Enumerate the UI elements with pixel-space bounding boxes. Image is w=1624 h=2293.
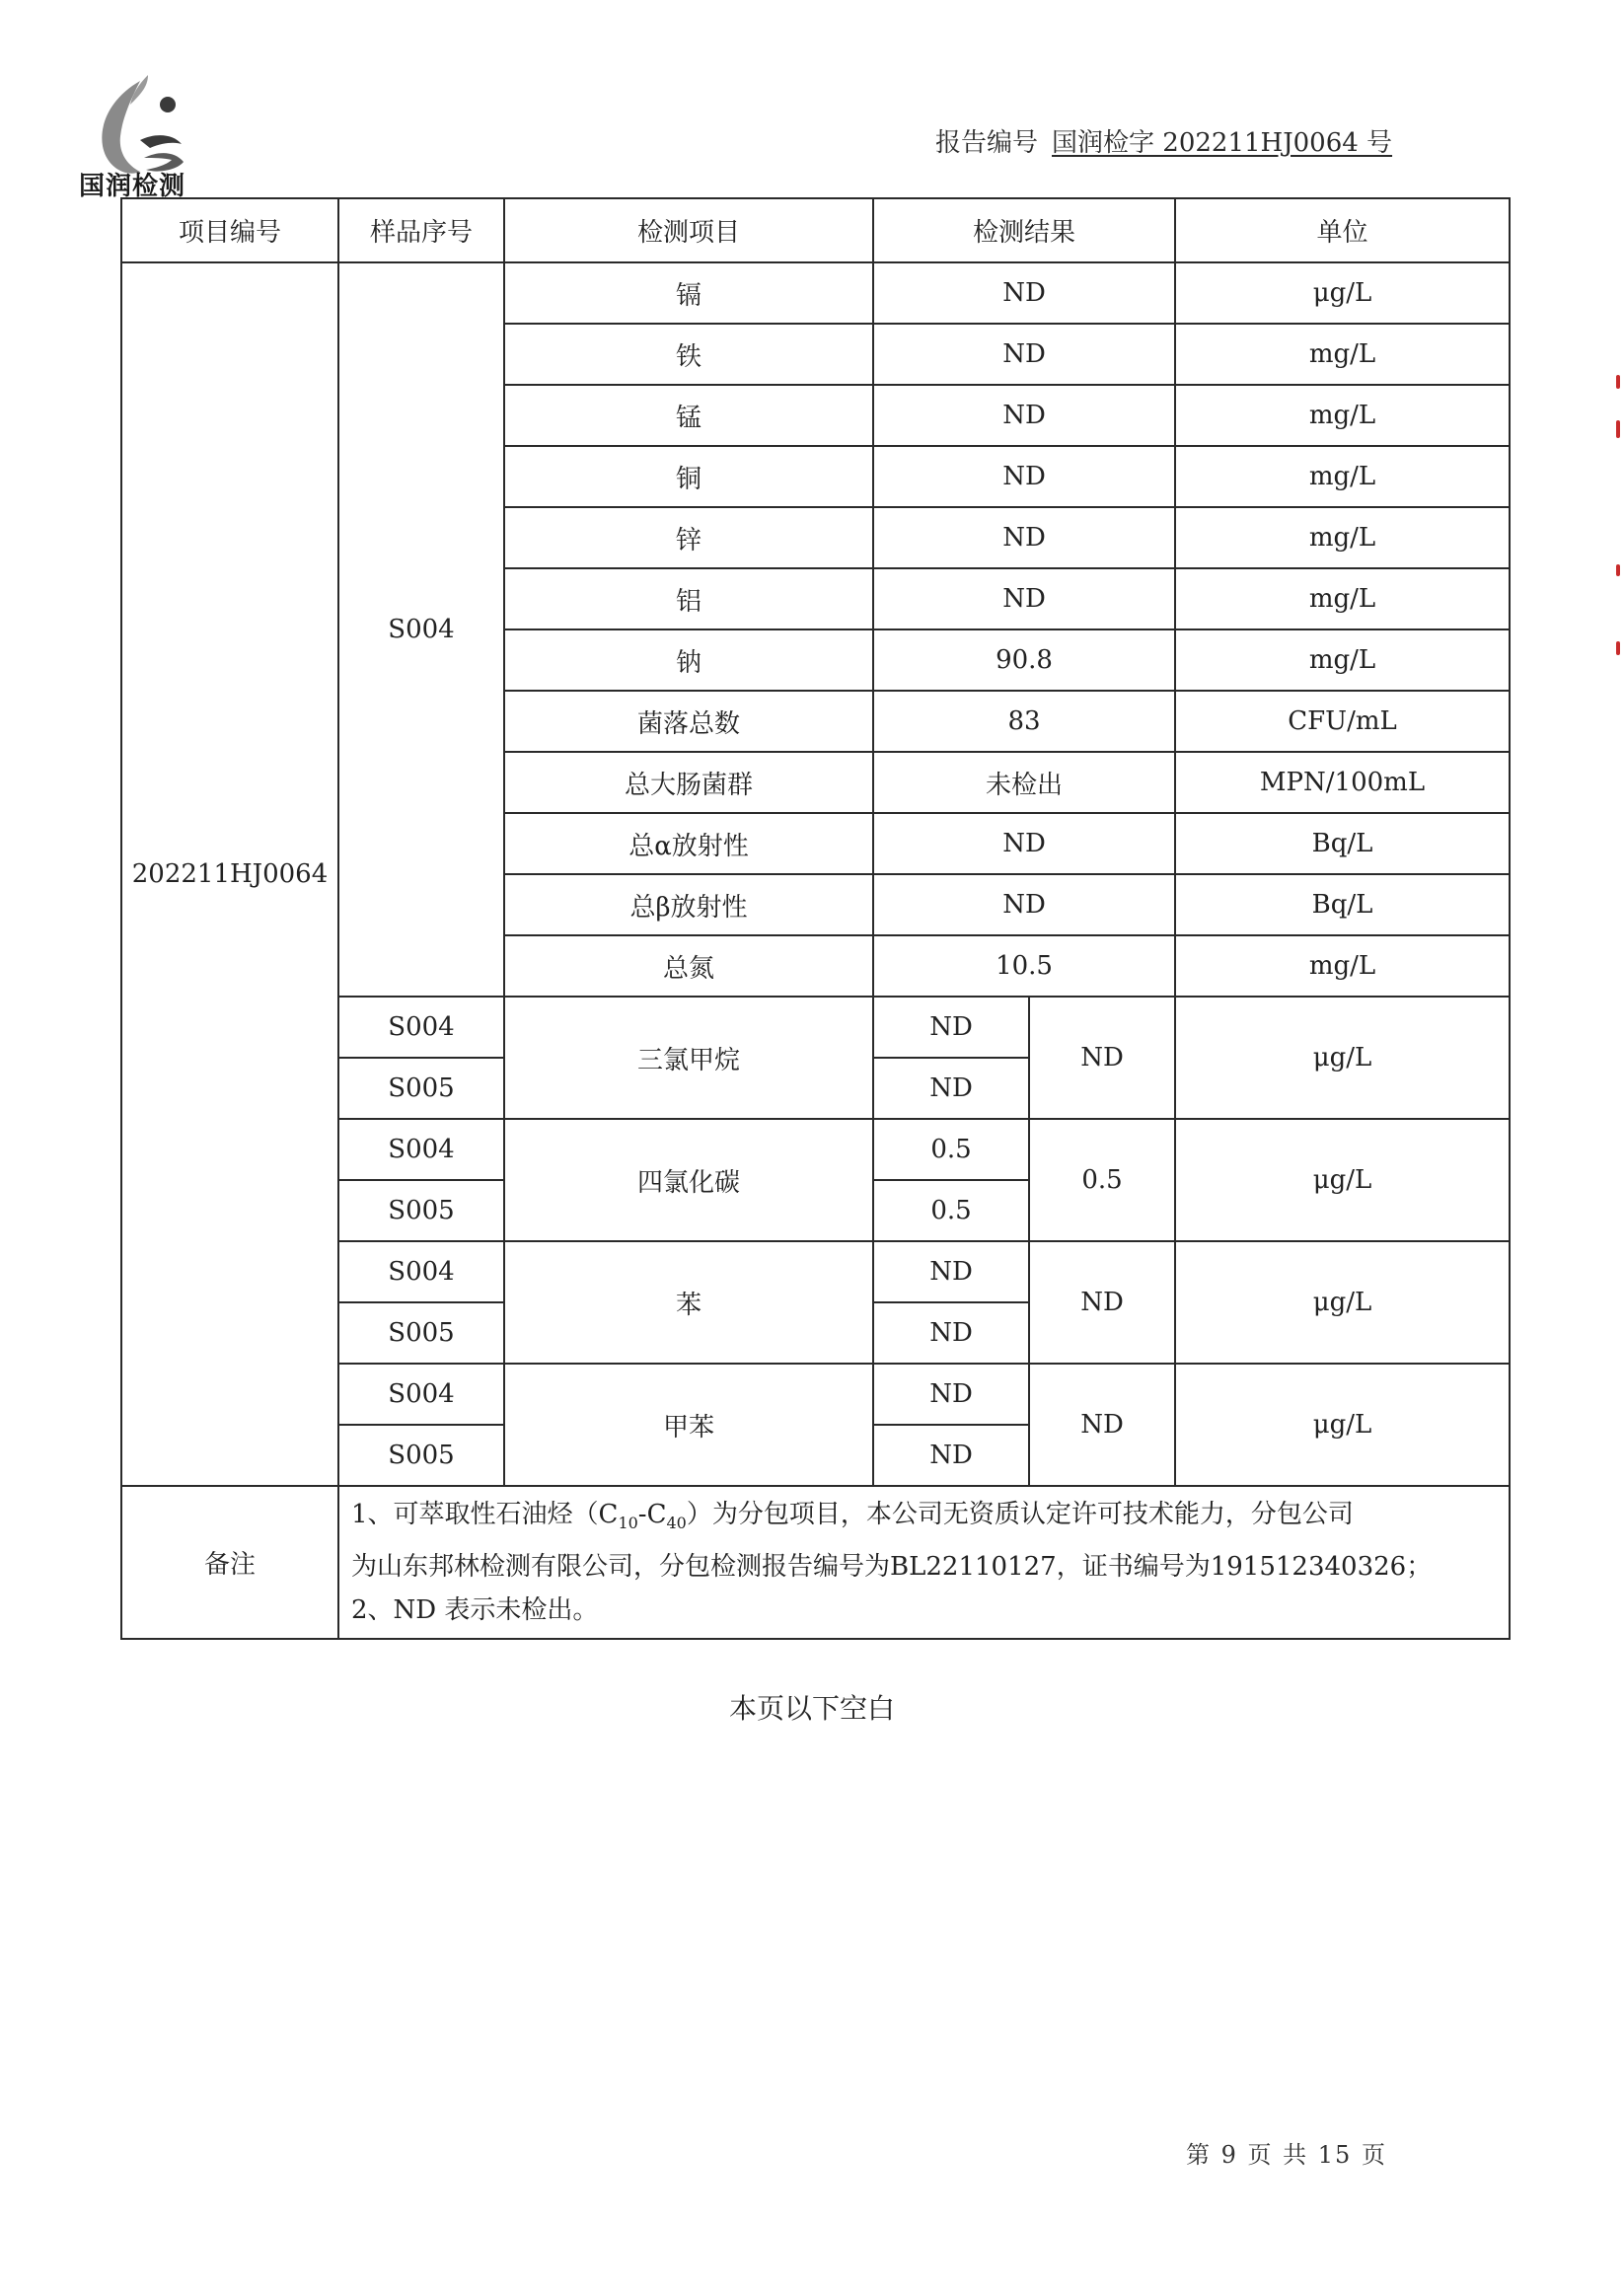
result-cell: 83	[873, 691, 1175, 752]
column-header-result: 检测结果	[873, 198, 1175, 262]
notes-row	[121, 1486, 1510, 1639]
test-item-cell: 甲苯	[504, 1364, 873, 1486]
unit-cell: CFU/mL	[1175, 691, 1510, 752]
result-cell: 10.5	[873, 935, 1175, 997]
unit-cell: mg/L	[1175, 507, 1510, 568]
result-cell: ND	[873, 446, 1175, 507]
page-number: 第 9 页 共 15 页	[1186, 2141, 1387, 2169]
result-cell: ND	[873, 507, 1175, 568]
test-item-cell: 钠	[504, 629, 873, 691]
report-number-label: 报告编号	[935, 128, 1039, 158]
combined-result-cell: ND	[1029, 1364, 1175, 1486]
sample-no-cell: S004	[338, 997, 504, 1058]
notes-line-2: 为山东邦林检测有限公司，分包检测报告编号为BL22110127，证书编号为191512340326；	[351, 1552, 1433, 1583]
result-cell: ND	[873, 1302, 1029, 1364]
unit-cell: μg/L	[1175, 262, 1510, 324]
unit-cell: mg/L	[1175, 629, 1510, 691]
sample-no-cell: S004	[338, 262, 504, 997]
sample-no-cell: S004	[338, 1241, 504, 1302]
unit-cell: mg/L	[1175, 935, 1510, 997]
project-id-cell: 202211HJ0064	[121, 262, 338, 1486]
test-item-cell: 总β放射性	[504, 874, 873, 935]
notes-line-1: 1、可萃取性石油烃$(C_{10}-C_{40})$为分包项目，本公司无资质认定许可技术能力，分包公司	[351, 1500, 1354, 1533]
blank-below-note: 本页以下空白	[728, 1692, 895, 1725]
sample-no-cell: S004	[338, 1364, 504, 1425]
result-cell: ND	[873, 1364, 1029, 1425]
combined-result-cell: 0.5	[1029, 1119, 1175, 1241]
report-number-value: 国润检字 202211HJ0064 号	[1052, 128, 1393, 158]
seal-edge-mark	[1616, 420, 1620, 438]
seal-edge-mark	[1616, 375, 1620, 389]
logo-text: 国润检测	[79, 172, 186, 201]
result-cell: ND	[873, 813, 1175, 874]
column-header-test-item: 检测项目	[504, 198, 873, 262]
column-header-sample-no: 样品序号	[338, 198, 504, 262]
result-cell: 未检出	[873, 752, 1175, 813]
test-item-cell: 铜	[504, 446, 873, 507]
result-cell: ND	[873, 997, 1029, 1058]
unit-cell: Bq/L	[1175, 874, 1510, 935]
sample-no-cell: S005	[338, 1302, 504, 1364]
test-item-cell: 总大肠菌群	[504, 752, 873, 813]
result-cell: 0.5	[873, 1180, 1029, 1241]
unit-cell: μg/L	[1175, 1241, 1510, 1364]
test-item-cell: 锰	[504, 385, 873, 446]
unit-cell: μg/L	[1175, 1119, 1510, 1241]
sample-no-cell: S004	[338, 1119, 504, 1180]
test-item-cell: 苯	[504, 1241, 873, 1364]
combined-result-cell: ND	[1029, 1241, 1175, 1364]
result-cell: ND	[873, 874, 1175, 935]
seal-edge-mark	[1616, 564, 1620, 576]
result-cell: ND	[873, 1241, 1029, 1302]
table-header-row	[121, 198, 1510, 262]
column-header-project-id: 项目编号	[121, 198, 338, 262]
sample-no-cell: S005	[338, 1058, 504, 1119]
unit-cell: mg/L	[1175, 385, 1510, 446]
result-cell: ND	[873, 324, 1175, 385]
report-number	[935, 122, 1392, 159]
notes-line-3: 2、ND 表示未检出。	[351, 1595, 599, 1626]
test-item-cell: 三氯甲烷	[504, 997, 873, 1119]
result-cell: ND	[873, 568, 1175, 629]
test-item-cell: 铝	[504, 568, 873, 629]
unit-cell: mg/L	[1175, 324, 1510, 385]
column-header-unit: 单位	[1175, 198, 1510, 262]
test-item-cell: 菌落总数	[504, 691, 873, 752]
result-cell: ND	[873, 1425, 1029, 1486]
test-item-cell: 四氯化碳	[504, 1119, 873, 1241]
table-row	[121, 262, 1510, 324]
notes-label: 备注	[121, 1486, 338, 1639]
sample-no-cell: S005	[338, 1180, 504, 1241]
unit-cell: mg/L	[1175, 446, 1510, 507]
result-cell: ND	[873, 262, 1175, 324]
result-cell: 0.5	[873, 1119, 1029, 1180]
seal-edge-mark	[1616, 641, 1620, 655]
result-cell: ND	[873, 385, 1175, 446]
unit-cell: μg/L	[1175, 1364, 1510, 1486]
test-item-cell: 镉	[504, 262, 873, 324]
result-cell: 90.8	[873, 629, 1175, 691]
test-item-cell: 锌	[504, 507, 873, 568]
unit-cell: MPN/100mL	[1175, 752, 1510, 813]
unit-cell: mg/L	[1175, 568, 1510, 629]
sample-no-cell: S005	[338, 1425, 504, 1486]
results-table	[120, 197, 1511, 1640]
result-cell: ND	[873, 1058, 1029, 1119]
test-item-cell: 总氮	[504, 935, 873, 997]
unit-cell: Bq/L	[1175, 813, 1510, 874]
unit-cell: μg/L	[1175, 997, 1510, 1119]
combined-result-cell: ND	[1029, 997, 1175, 1119]
test-item-cell: 铁	[504, 324, 873, 385]
notes-content	[338, 1486, 1510, 1639]
test-item-cell: 总α放射性	[504, 813, 873, 874]
